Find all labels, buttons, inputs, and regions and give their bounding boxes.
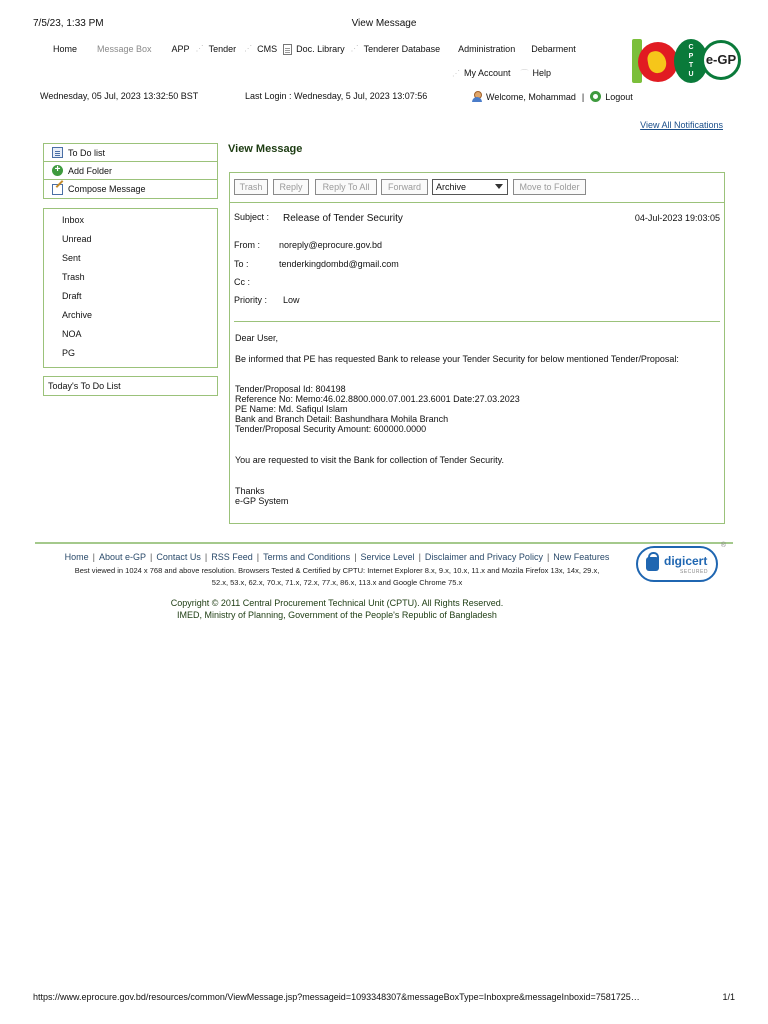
lock-icon: [646, 557, 659, 571]
browser-note-line2: 52.x, 53.x, 62.x, 70.x, 71.x, 72.x, 77.x, 86.x, 113.x and Google Chrome 75.x: [211, 578, 463, 587]
folder-inbox[interactable]: Inbox: [62, 215, 85, 225]
welcome-area: [472, 91, 633, 102]
print-date: 7/5/23, 1:33 PM: [33, 18, 104, 29]
bangladesh-map-icon: [638, 42, 678, 82]
footer-link-contact[interactable]: Contact Us: [156, 552, 201, 562]
todo-list-icon: [52, 147, 63, 158]
menu-divider-icon: ⌒: [520, 68, 529, 78]
footer-separator: |: [418, 552, 421, 562]
footer-separator: |: [92, 552, 96, 562]
body-intro: Be informed that PE has requested Bank to release your Tender Security for below mentioned Tender/Proposal:: [235, 354, 679, 364]
ministry-text: IMED, Ministry of Planning, Government of the People's Republic of Bangladesh: [177, 610, 497, 620]
egp-logo[interactable]: [632, 36, 740, 86]
nav-tenderer-database-label: Tenderer Database: [363, 44, 441, 54]
footer-link-rss[interactable]: RSS Feed: [211, 552, 253, 562]
footer-separator: |: [256, 552, 260, 562]
browser-note: [38, 565, 636, 589]
footer-link-service-level[interactable]: Service Level: [360, 552, 415, 562]
folder-archive[interactable]: Archive: [62, 310, 93, 320]
sidebar-item-label: Add Folder: [68, 165, 113, 176]
body-greeting: Dear User,: [235, 333, 279, 343]
welcome-separator: |: [581, 91, 585, 102]
nav-tender[interactable]: [196, 44, 237, 54]
account-nav: [452, 66, 561, 80]
message-date: 04-Jul-2023 19:03:05: [634, 213, 720, 223]
footer-separator: |: [354, 552, 357, 562]
footer-link-about[interactable]: About e-GP: [99, 552, 147, 562]
main-nav: [53, 42, 588, 56]
message-subject: Release of Tender Security: [283, 213, 403, 224]
digicert-secured: SECURED: [680, 569, 708, 575]
print-header: [33, 18, 735, 32]
current-datetime: Wednesday, 05 Jul, 2023 13:32:50 BST: [40, 91, 199, 101]
nav-administration[interactable]: Administration: [458, 44, 516, 54]
nav-cms-label: CMS: [257, 44, 278, 54]
nav-app[interactable]: APP: [171, 44, 190, 54]
footer-separator: |: [204, 552, 208, 562]
folder-sent[interactable]: Sent: [62, 253, 81, 263]
footer-divider: [35, 542, 733, 544]
nav-message-box[interactable]: Message Box: [97, 44, 152, 54]
sidebar-item-label: To Do list: [68, 147, 106, 158]
nav-debarment[interactable]: Debarment: [531, 44, 576, 54]
message-body: [235, 333, 718, 506]
body-tender-id: Tender/Proposal Id: 804198: [235, 384, 346, 394]
nav-help[interactable]: [521, 68, 552, 79]
last-login: Last Login : Wednesday, 5 Jul, 2023 13:07:56: [245, 91, 428, 101]
body-signature: e-GP System: [235, 496, 289, 506]
nav-home[interactable]: Home: [53, 44, 78, 54]
logout-link[interactable]: Logout: [605, 91, 633, 102]
folder-trash[interactable]: Trash: [62, 272, 85, 282]
copyright-text: Copyright © 2011 Central Procurement Technical Unit (CPTU). All Rights Reserved.: [170, 598, 504, 608]
add-folder-icon: [52, 165, 63, 176]
print-title: View Message: [351, 18, 417, 29]
folder-noa[interactable]: NOA: [62, 329, 82, 339]
trash-button[interactable]: Trash: [234, 179, 268, 195]
body-amount: Tender/Proposal Security Amount: 600000.0000: [235, 424, 427, 434]
priority-label: Priority :: [234, 295, 268, 305]
toolbar-divider: [230, 202, 724, 203]
digicert-name: digicert: [664, 554, 708, 568]
page-title: View Message: [228, 143, 303, 155]
body-reference: Reference No: Memo:46.02.8800.000.07.001.23.6001 Date:27.03.2023: [235, 394, 520, 404]
menu-divider-icon: ⋰: [350, 44, 359, 53]
menu-divider-icon: ⋰: [452, 68, 460, 78]
forward-button[interactable]: Forward: [381, 179, 428, 195]
nav-tenderer-database[interactable]: [351, 44, 441, 54]
footer-links: [38, 552, 636, 562]
todays-todo-list[interactable]: Today's To Do List: [43, 376, 218, 396]
folder-pg[interactable]: PG: [62, 348, 76, 358]
folder-select-value: Archive: [436, 182, 467, 192]
footer-link-new-features[interactable]: New Features: [553, 552, 610, 562]
nav-my-account-label: My Account: [464, 68, 511, 78]
menu-divider-icon: ⋰: [244, 44, 253, 53]
footer-link-disclaimer[interactable]: Disclaimer and Privacy Policy: [424, 552, 543, 562]
to-label: To :: [234, 259, 249, 269]
folder-list: [43, 208, 218, 368]
cptu-letter: P: [688, 53, 694, 60]
sidebar-actions: [43, 143, 218, 199]
footer-separator: |: [150, 552, 153, 562]
view-all-notifications-link[interactable]: View All Notifications: [640, 120, 723, 130]
folder-draft[interactable]: Draft: [62, 291, 82, 301]
browser-note-line1: Best viewed in 1024 x 768 and above resolution. Browsers Tested & Certified by CPTU: Internet Explorer 8.x, 9.x, 10.x, 11.x and Mozila Firefox 13x, 14x, 29.x,: [74, 566, 600, 575]
sidebar-item-label: Compose Message: [68, 184, 146, 194]
print-url: https://www.eprocure.gov.bd/resources/common/ViewMessage.jsp?messageid=1093348307&messageBoxType=Inboxpre&messageInboxid=7581725…: [33, 992, 640, 1002]
subject-label: Subject :: [234, 212, 270, 222]
user-icon: [472, 91, 482, 102]
cptu-letter: U: [688, 71, 694, 78]
nav-doc-library-label: Doc. Library: [296, 44, 345, 54]
logout-icon[interactable]: [590, 91, 601, 102]
sidebar-item-add-folder[interactable]: [44, 162, 217, 180]
nav-help-label: Help: [532, 68, 552, 78]
folder-unread[interactable]: Unread: [62, 234, 92, 244]
message-priority: Low: [283, 295, 300, 305]
nav-doc-library[interactable]: [283, 44, 345, 55]
reply-button[interactable]: Reply: [273, 179, 309, 195]
info-bar: [40, 91, 738, 105]
body-pe-name: PE Name: Md. Safiqul Islam: [235, 404, 348, 414]
copyright: [38, 597, 636, 621]
header-divider: [234, 321, 720, 322]
message-panel: [229, 172, 725, 524]
cptu-letter: C: [688, 44, 694, 51]
document-icon: [283, 44, 292, 55]
digicert-seal[interactable]: [636, 542, 726, 582]
message-from: noreply@eprocure.gov.bd: [279, 240, 383, 250]
registered-mark: ®: [720, 542, 726, 549]
reply-all-button[interactable]: Reply To All: [315, 179, 377, 195]
from-label: From :: [234, 240, 260, 250]
nav-tender-label: Tender: [208, 44, 237, 54]
body-thanks: Thanks: [235, 486, 265, 496]
footer-separator: |: [546, 552, 550, 562]
sidebar-item-todo-list[interactable]: [44, 144, 217, 162]
message-sidebar: [43, 143, 218, 396]
message-to: tenderkingdombd@gmail.com: [279, 259, 399, 269]
welcome-text: Welcome, Mohammad: [486, 91, 576, 102]
body-request: You are requested to visit the Bank for collection of Tender Security.: [235, 455, 504, 465]
footer-link-home[interactable]: Home: [64, 552, 89, 562]
menu-divider-icon: ⋰: [195, 44, 204, 53]
footer-link-terms[interactable]: Terms and Conditions: [263, 552, 351, 562]
move-to-folder-button[interactable]: Move to Folder: [513, 179, 586, 195]
sidebar-item-compose-message[interactable]: [44, 180, 217, 198]
nav-cms[interactable]: [244, 44, 277, 54]
print-footer: [33, 992, 735, 1006]
print-page-number: 1/1: [722, 992, 735, 1002]
message-toolbar: [234, 179, 720, 197]
chevron-down-icon: [495, 184, 503, 189]
compose-icon: [52, 184, 63, 195]
body-bank: Bank and Branch Detail: Bashundhara Mohila Branch: [235, 414, 449, 424]
cc-label: Cc :: [234, 277, 251, 287]
egp-logo-text: e-GP: [701, 40, 741, 80]
cptu-letter: T: [688, 62, 694, 69]
nav-my-account[interactable]: [452, 68, 511, 78]
folder-select[interactable]: [432, 179, 508, 195]
